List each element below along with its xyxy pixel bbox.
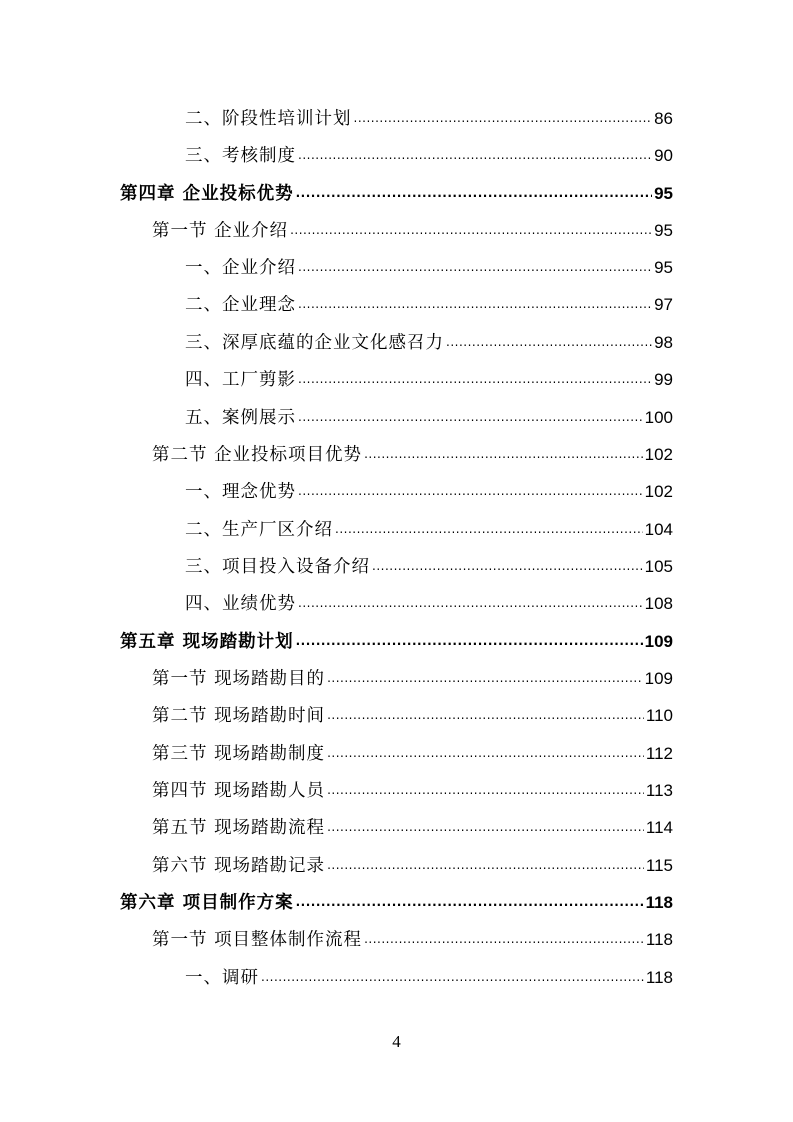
- toc-leader-dots: [327, 668, 643, 688]
- toc-entry-title: 一、理念优势: [185, 482, 296, 502]
- toc-entry[interactable]: [185, 554, 673, 580]
- toc-leader-dots: [364, 929, 644, 949]
- toc-chapter-entry[interactable]: [120, 181, 673, 207]
- toc-leader-dots: [298, 294, 652, 314]
- toc-leader-dots: [335, 519, 643, 539]
- toc-entry-page: 115: [645, 856, 673, 875]
- toc-section-entry[interactable]: [152, 815, 673, 841]
- toc-entry-title: 第五章 现场踏勘计划: [120, 632, 294, 652]
- toc-entry[interactable]: [185, 591, 673, 617]
- toc-leader-dots: [327, 705, 644, 725]
- toc-leader-dots: [298, 407, 643, 427]
- toc-entry[interactable]: [185, 965, 673, 991]
- toc-entry-title: 三、深厚底蕴的企业文化感召力: [185, 333, 444, 353]
- toc-leader-dots: [372, 556, 643, 576]
- toc-entry-page: 108: [644, 594, 673, 613]
- toc-entry-title: 第二节 现场踏勘时间: [152, 706, 326, 726]
- toc-entry-page: 118: [645, 893, 673, 912]
- toc-section-entry[interactable]: [152, 218, 673, 244]
- toc-leader-dots: [446, 332, 652, 352]
- toc-entry-page: 86: [654, 109, 673, 128]
- toc-entry-page: 100: [644, 408, 673, 427]
- toc-entry-title: 二、阶段性培训计划: [185, 109, 352, 129]
- toc-entry-page: 118: [645, 930, 673, 949]
- toc-entry-page: 102: [644, 445, 673, 464]
- toc-entry-page: 110: [645, 706, 673, 725]
- toc-entry-title: 第六章 项目制作方案: [120, 893, 294, 913]
- toc-entry-title: 第一节 项目整体制作流程: [152, 930, 363, 950]
- toc-entry-title: 一、调研: [185, 968, 259, 988]
- toc-entry[interactable]: [185, 479, 673, 505]
- toc-leader-dots: [298, 593, 643, 613]
- toc-leader-dots: [296, 183, 652, 203]
- toc-leader-dots: [298, 257, 652, 277]
- toc-section-entry[interactable]: [152, 927, 673, 953]
- toc-entry-title: 五、案例展示: [185, 408, 296, 428]
- toc-entry-title: 第三节 现场踏勘制度: [152, 744, 326, 764]
- toc-entry[interactable]: [185, 367, 673, 393]
- toc-entry-page: 99: [654, 370, 673, 389]
- toc-entry-page: 102: [644, 482, 673, 501]
- toc-entry[interactable]: [185, 517, 673, 543]
- toc-entry-title: 二、企业理念: [185, 295, 296, 315]
- toc-entry[interactable]: [185, 330, 673, 356]
- toc-chapter-entry[interactable]: [120, 629, 673, 655]
- toc-section-entry[interactable]: [152, 703, 673, 729]
- toc-entry-title: 第五节 现场踏勘流程: [152, 818, 326, 838]
- toc-leader-dots: [327, 855, 644, 875]
- toc-entry[interactable]: [185, 292, 673, 318]
- toc-entry-page: 114: [645, 818, 673, 837]
- toc-leader-dots: [327, 743, 644, 763]
- toc-leader-dots: [296, 631, 643, 651]
- toc-leader-dots: [290, 220, 652, 240]
- toc-leader-dots: [298, 481, 643, 501]
- toc-entry-title: 一、企业介绍: [185, 258, 296, 278]
- toc-entry-title: 第四章 企业投标优势: [120, 184, 294, 204]
- toc-entry-title: 四、工厂剪影: [185, 370, 296, 390]
- toc-entry-title: 三、考核制度: [185, 146, 296, 166]
- toc-entry-page: 98: [654, 333, 673, 352]
- toc-entry-page: 105: [644, 557, 673, 576]
- toc-leader-dots: [354, 108, 653, 128]
- toc-entry-title: 三、项目投入设备介绍: [185, 557, 370, 577]
- toc-leader-dots: [364, 444, 643, 464]
- toc-entry-page: 104: [644, 520, 673, 539]
- page-number: 4: [392, 1032, 401, 1051]
- toc-entry-title: 二、生产厂区介绍: [185, 520, 333, 540]
- toc-entry-title: 第四节 现场踏勘人员: [152, 781, 326, 801]
- toc-entry[interactable]: [185, 143, 673, 169]
- toc-entry-page: 90: [654, 146, 673, 165]
- toc-section-entry[interactable]: [152, 778, 673, 804]
- toc-entry[interactable]: [185, 255, 673, 281]
- toc-section-entry[interactable]: [152, 442, 673, 468]
- toc-leader-dots: [327, 817, 644, 837]
- toc-entry-title: 第一节 企业介绍: [152, 221, 289, 241]
- toc-leader-dots: [261, 967, 644, 987]
- toc-section-entry[interactable]: [152, 853, 673, 879]
- toc-chapter-entry[interactable]: [120, 890, 673, 916]
- toc-entry-title: 第一节 现场踏勘目的: [152, 669, 326, 689]
- toc-entry-page: 97: [654, 295, 673, 314]
- toc-section-entry[interactable]: [152, 666, 673, 692]
- toc-entry-page: 95: [654, 258, 673, 277]
- toc-entry-page: 109: [644, 632, 673, 651]
- toc-entry-title: 四、业绩优势: [185, 594, 296, 614]
- toc-section-entry[interactable]: [152, 741, 673, 767]
- toc-entry-title: 第二节 企业投标项目优势: [152, 445, 363, 465]
- toc-entry[interactable]: [185, 405, 673, 431]
- toc-entry-page: 118: [645, 968, 673, 987]
- toc-leader-dots: [296, 892, 644, 912]
- toc-entry-page: 113: [645, 781, 673, 800]
- toc-entry-title: 第六节 现场踏勘记录: [152, 856, 326, 876]
- toc-entry-page: 109: [644, 669, 673, 688]
- toc-leader-dots: [298, 145, 652, 165]
- toc-leader-dots: [327, 780, 644, 800]
- toc-leader-dots: [298, 369, 652, 389]
- toc-entry-page: 112: [645, 744, 673, 763]
- toc-entry[interactable]: [185, 106, 673, 132]
- toc-entry-page: 95: [654, 221, 673, 240]
- toc-entry-page: 95: [654, 184, 673, 203]
